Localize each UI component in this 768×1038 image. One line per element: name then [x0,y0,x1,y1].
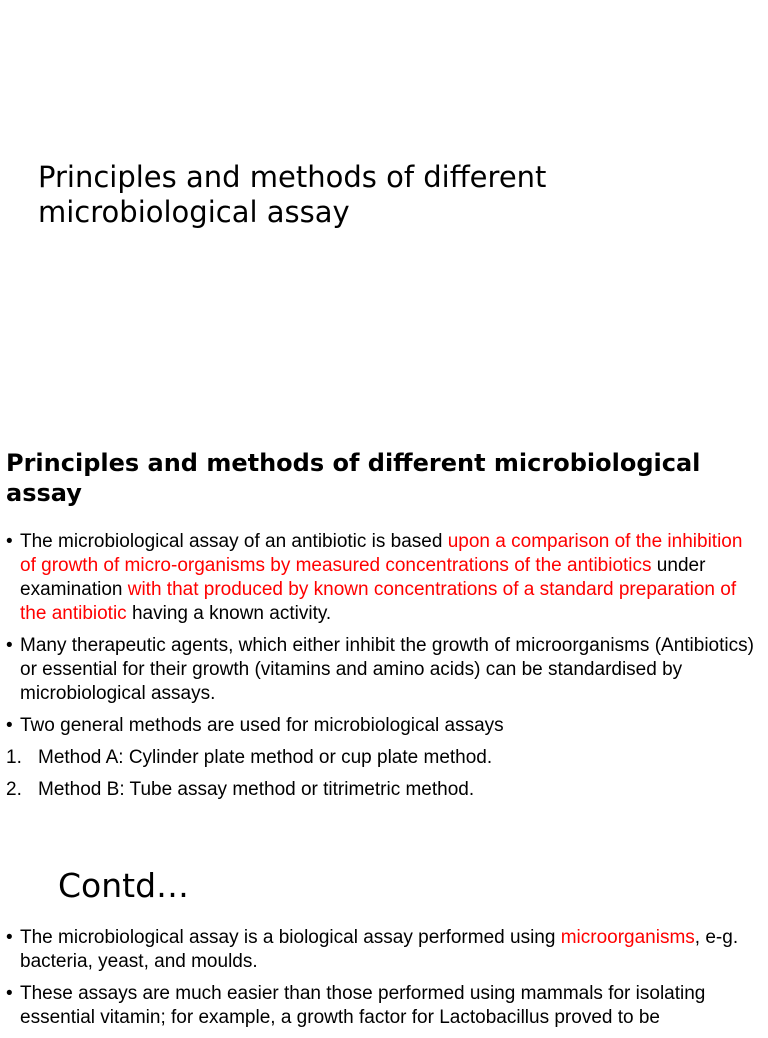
numbered-text: Method A: Cylinder plate method or cup plate method. [38,747,493,768]
bullet-dot: • [6,927,13,948]
bullet-text: These assays are much easier than those performed using mammals for isolating essential vitamin; for example, a growth factor for Lactobacillus proved to be [20,983,706,1028]
highlighted-text: microorganisms [560,927,695,948]
item-number: 2. [6,779,22,800]
slide-2-bullet-list [6,530,756,810]
bullet-dot: • [6,983,13,1004]
highlighted-text: upon a comparison of the inhibition of growth of micro-organisms by measured concentrations of the antibiotics [20,531,743,576]
bullet-dot: • [6,715,13,736]
bullet-text: having a known activity. [126,603,332,624]
bullet-item [6,982,756,1030]
slide-3-title: Contd… [58,866,190,905]
bullet-text: under examination [20,555,706,600]
bullet-text: Two general methods are used for microbiological assays [20,715,504,736]
bullet-text: Many therapeutic agents, which either inhibit the growth of microorganisms (Antibiotics) or essential for their growth (vitamins and amino acids) can be standardised by microbiological assays. [20,635,754,704]
numbered-item [6,778,756,802]
bullet-item [6,714,756,738]
slide-1 [0,0,768,400]
bullet-text: The microbiological assay of an antibiotic is based [20,531,448,552]
bullet-dot: • [6,635,13,656]
bullet-text: , e-g. bacteria, yeast, and moulds. [20,927,739,972]
numbered-item [6,746,756,770]
highlighted-text: with that produced by known concentrations of a standard preparation of the antibiotic [20,579,737,624]
item-number: 1. [6,747,22,768]
slide-3-bullet-list [6,926,756,1038]
slide-1-title: Principles and methods of different microbiological assay [38,160,547,229]
bullet-text: The microbiological assay is a biological assay performed using [20,927,561,948]
slide-2-heading: Principles and methods of different microbiological assay [6,449,701,507]
bullet-dot: • [6,531,13,552]
bullet-item [6,530,756,626]
bullet-item [6,634,756,706]
numbered-text: Method B: Tube assay method or titrimetric method. [38,779,475,800]
bullet-item [6,926,756,974]
